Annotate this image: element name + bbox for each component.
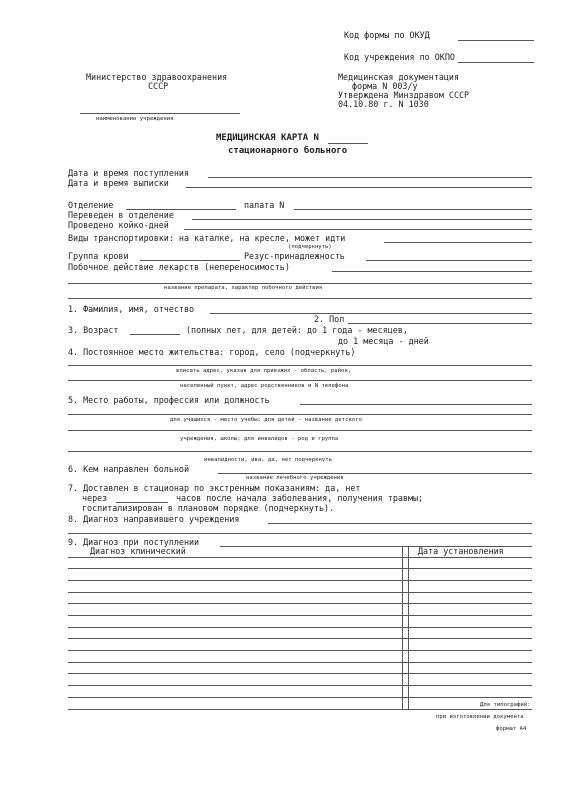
okud-field[interactable] bbox=[458, 40, 534, 41]
sex-field[interactable] bbox=[348, 323, 532, 324]
footer-line3: формат А4 bbox=[496, 726, 527, 732]
side-effect-field[interactable] bbox=[332, 271, 532, 272]
delivered-line3: госпитализирован в плановом порядке (подчеркнуть). bbox=[82, 503, 335, 513]
referred-field[interactable] bbox=[218, 473, 532, 474]
blood-group-field[interactable] bbox=[140, 260, 240, 261]
residence-caption1: вписать адрес, указав для приезжих - область, район, bbox=[176, 368, 352, 374]
table-row[interactable] bbox=[68, 709, 532, 710]
work-label: 5. Место работы, профессия или должность bbox=[68, 395, 270, 405]
okpo-field[interactable] bbox=[458, 62, 534, 63]
bed-days-field[interactable] bbox=[184, 229, 532, 230]
table-row[interactable] bbox=[68, 673, 532, 674]
work-line-3[interactable] bbox=[68, 451, 532, 452]
table-row[interactable] bbox=[68, 685, 532, 686]
card-title: МЕДИЦИНСКАЯ КАРТА N bbox=[216, 133, 319, 143]
referral-diagnosis-field[interactable] bbox=[268, 523, 532, 524]
referral-diagnosis-line[interactable] bbox=[68, 533, 532, 534]
table-row[interactable] bbox=[68, 603, 532, 604]
work-caption2: учреждения, школы; для инвалидов - род и группа bbox=[180, 436, 339, 442]
delivered-via: через bbox=[82, 493, 108, 503]
referred-caption: название лечебного учреждения bbox=[246, 475, 344, 481]
admission-diagnosis-label: 9. Диагноз при поступлении bbox=[68, 537, 200, 547]
bed-days-label: Проведено койко-дней bbox=[68, 220, 169, 230]
side-effect-label: Побочное действие лекарств (непереносимость) bbox=[68, 262, 290, 272]
department-label: Отделение bbox=[68, 200, 114, 210]
institution-caption: наименование учреждения bbox=[96, 116, 174, 122]
work-caption3: инвалидности, ива, да, нет подчеркнуть bbox=[204, 457, 332, 463]
doc-line4: 04.10.80 г. N 1030 bbox=[338, 99, 429, 109]
ward-label: палата N bbox=[244, 200, 285, 210]
table-row[interactable] bbox=[68, 568, 532, 569]
table-row[interactable] bbox=[68, 662, 532, 663]
name-label: 1. Фамилия, имя, отчество bbox=[68, 304, 195, 314]
age-label: 3. Возраст bbox=[68, 325, 119, 335]
side-effect-line-2[interactable] bbox=[68, 298, 532, 299]
residence-line-2[interactable] bbox=[68, 380, 532, 381]
work-line-2[interactable] bbox=[68, 430, 532, 431]
residence-label: 4. Постоянное место жительства: город, село (подчеркнуть) bbox=[68, 347, 356, 357]
age-text2: до 1 месяца - дней bbox=[338, 336, 429, 346]
side-effect-caption: название препарата, характер побочного действия bbox=[164, 285, 323, 291]
discharge-label: Дата и время выписки bbox=[68, 178, 169, 188]
table-row[interactable] bbox=[68, 627, 532, 628]
transport-field[interactable] bbox=[384, 242, 532, 243]
footer-line2: при изготовлении документа bbox=[436, 714, 524, 720]
footer-line1: Для типографий: bbox=[480, 702, 531, 708]
age-text1: (полных лет, для детей: до 1 года - месяцев, bbox=[186, 325, 408, 335]
institution-field[interactable] bbox=[80, 113, 240, 114]
table-row[interactable] bbox=[68, 638, 532, 639]
work-field[interactable] bbox=[300, 404, 532, 405]
ward-field[interactable] bbox=[294, 209, 532, 210]
side-effect-line[interactable] bbox=[68, 283, 532, 284]
referred-label: 6. Кем направлен больной bbox=[68, 464, 190, 474]
delivered-line2: часов после начала заболевания, получения травмы; bbox=[176, 493, 424, 503]
work-caption1: для учащихся - место учебы; для детей - название детского bbox=[170, 417, 362, 423]
table-row[interactable] bbox=[68, 592, 532, 593]
transferred-label: Переведен в отделение bbox=[68, 210, 174, 220]
rhesus-label: Резус-принадлежность bbox=[244, 251, 345, 261]
table-row[interactable] bbox=[68, 650, 532, 651]
okud-label: Код формы по ОКУД bbox=[344, 30, 430, 40]
admission-field[interactable] bbox=[208, 177, 532, 178]
rhesus-field[interactable] bbox=[366, 260, 532, 261]
clinical-diagnosis-header: Диагноз клинический bbox=[90, 546, 186, 556]
ministry-line2: СССР bbox=[148, 81, 169, 91]
card-number-field[interactable] bbox=[328, 143, 368, 144]
sex-label: 2. Пол bbox=[314, 314, 345, 324]
okpo-label: Код учреждения по ОКПО bbox=[344, 52, 455, 62]
discharge-field[interactable] bbox=[186, 187, 532, 188]
card-subtitle: стационарного больного bbox=[228, 146, 348, 156]
date-established-header: Дата установления bbox=[418, 546, 504, 556]
referral-diagnosis-label: 8. Диагноз направившего учреждения bbox=[68, 514, 240, 524]
doc-line3: Утверждена Минздравом СССР bbox=[338, 90, 470, 100]
work-line[interactable] bbox=[68, 414, 532, 415]
transport-underline-note: (подчеркнуть) bbox=[288, 244, 332, 250]
residence-line[interactable] bbox=[68, 365, 532, 366]
doc-line2: форма N 003/у bbox=[352, 81, 418, 91]
table-row[interactable] bbox=[68, 697, 532, 698]
blood-group-label: Группа крови bbox=[68, 251, 129, 261]
table-row[interactable] bbox=[68, 615, 532, 616]
name-field[interactable] bbox=[210, 313, 532, 314]
delivered-line1: 7. Доставлен в стационар по экстренным показаниям: да, нет bbox=[68, 483, 361, 493]
doc-line1: Медицинская документация bbox=[338, 72, 460, 82]
transferred-field[interactable] bbox=[192, 219, 532, 220]
table-row[interactable] bbox=[68, 580, 532, 581]
table-row[interactable] bbox=[68, 557, 532, 558]
age-field[interactable] bbox=[130, 334, 180, 335]
ministry-line1: Министерство здравоохранения bbox=[86, 72, 228, 82]
admission-label: Дата и время поступления bbox=[68, 168, 190, 178]
transport-label: Виды транспортировки: на каталке, на кресле, может идти bbox=[68, 233, 346, 243]
residence-caption2: населенный пункт, адрес родственников и N телефона bbox=[180, 383, 349, 389]
